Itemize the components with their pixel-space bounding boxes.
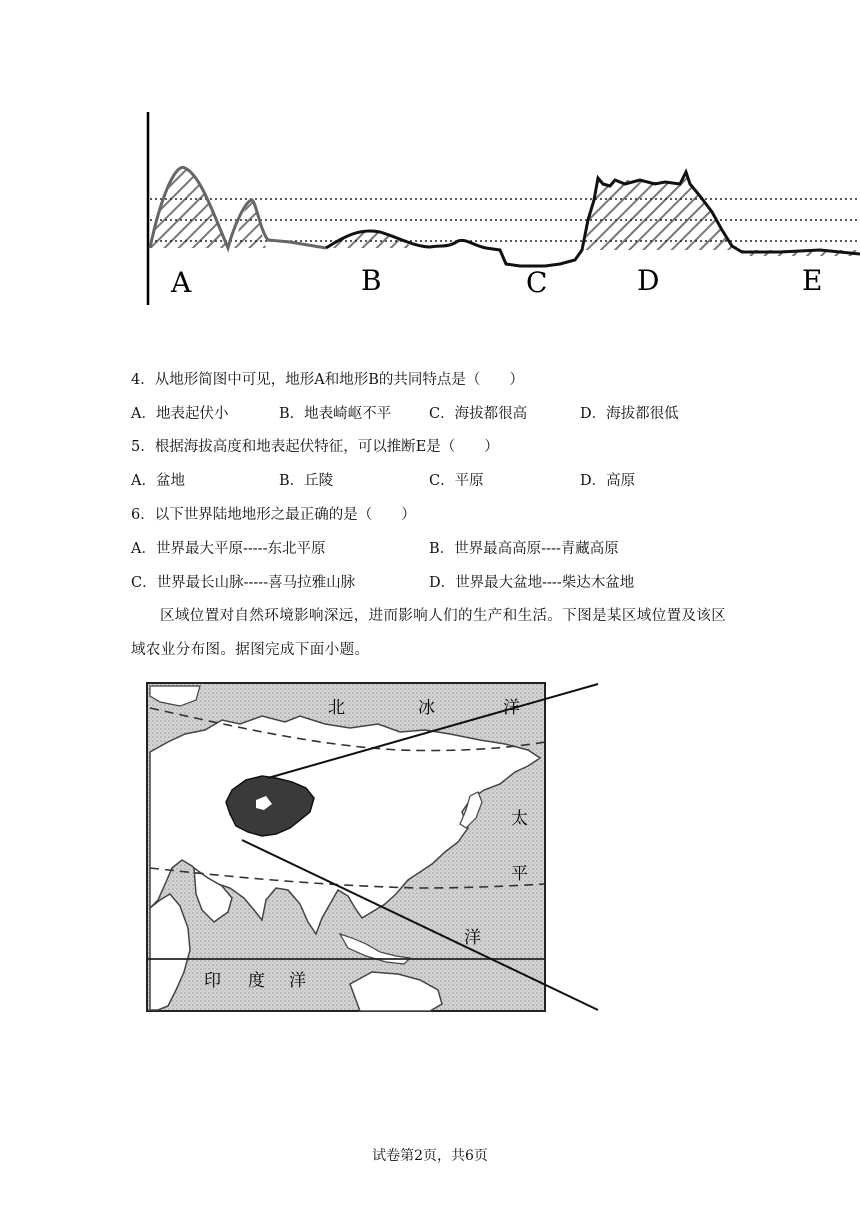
profile-label-b: B bbox=[361, 264, 382, 297]
question-6-option-a[interactable]: A．世界最大平原-----东北平原 bbox=[131, 541, 326, 557]
profile-label-a: A bbox=[171, 266, 192, 299]
terrain-profile-figure bbox=[0, 100, 860, 315]
question-4-option-d[interactable]: D．海拔都很低 bbox=[580, 406, 679, 422]
question-5-option-c[interactable]: C．平原 bbox=[429, 473, 484, 489]
question-5-option-d[interactable]: D．高原 bbox=[580, 473, 636, 489]
profile-label-d: D bbox=[637, 264, 660, 297]
question-4-option-c[interactable]: C．海拔都很高 bbox=[429, 406, 528, 422]
pacific-label-char: 太 bbox=[511, 809, 528, 829]
question-6-option-b[interactable]: B．世界最高高原----青藏高原 bbox=[429, 541, 619, 557]
question-4-option-a[interactable]: A．地表起伏小 bbox=[131, 406, 229, 422]
question-4-option-b[interactable]: B．地表崎岖不平 bbox=[279, 406, 392, 422]
question-5-option-a[interactable]: A．盆地 bbox=[131, 473, 185, 489]
arctic-label-char: 北 bbox=[328, 698, 345, 718]
question-6-option-c[interactable]: C．世界最长山脉-----喜马拉雅山脉 bbox=[131, 575, 356, 591]
passage-paragraph bbox=[131, 606, 731, 660]
passage-line-2: 域农业分布图。据图完成下面小题。 bbox=[131, 642, 370, 658]
region-location-map bbox=[0, 672, 860, 1022]
indian-label-char: 印 bbox=[204, 971, 221, 991]
passage-line-1: 区域位置对自然环境影响深远，进而影响人们的生产和生活。下图是某区域位置及该区 bbox=[160, 608, 727, 624]
indian-label-char: 洋 bbox=[289, 971, 306, 991]
profile-label-e: E bbox=[802, 264, 823, 297]
question-6-option-d[interactable]: D．世界最大盆地----柴达木盆地 bbox=[429, 575, 635, 591]
page-footer: 试卷第2页，共6页 bbox=[372, 1148, 488, 1164]
question-6-stem: 6．以下世界陆地地形之最正确的是（ ） bbox=[131, 507, 416, 523]
arctic-label-char: 冰 bbox=[418, 698, 435, 718]
question-5-stem: 5．根据海拔高度和地表起伏特征，可以推断E是（ ） bbox=[131, 439, 499, 455]
indian-label-char: 度 bbox=[248, 971, 265, 991]
profile-label-c: C bbox=[526, 266, 548, 299]
pacific-label-char: 平 bbox=[511, 864, 528, 884]
arctic-label-char: 洋 bbox=[503, 698, 520, 718]
question-4-stem: 4．从地形简图中可见，地形A和地形B的共同特点是（ ） bbox=[131, 372, 524, 388]
pacific-label-char: 洋 bbox=[464, 928, 481, 948]
question-5-option-b[interactable]: B．丘陵 bbox=[279, 473, 334, 489]
